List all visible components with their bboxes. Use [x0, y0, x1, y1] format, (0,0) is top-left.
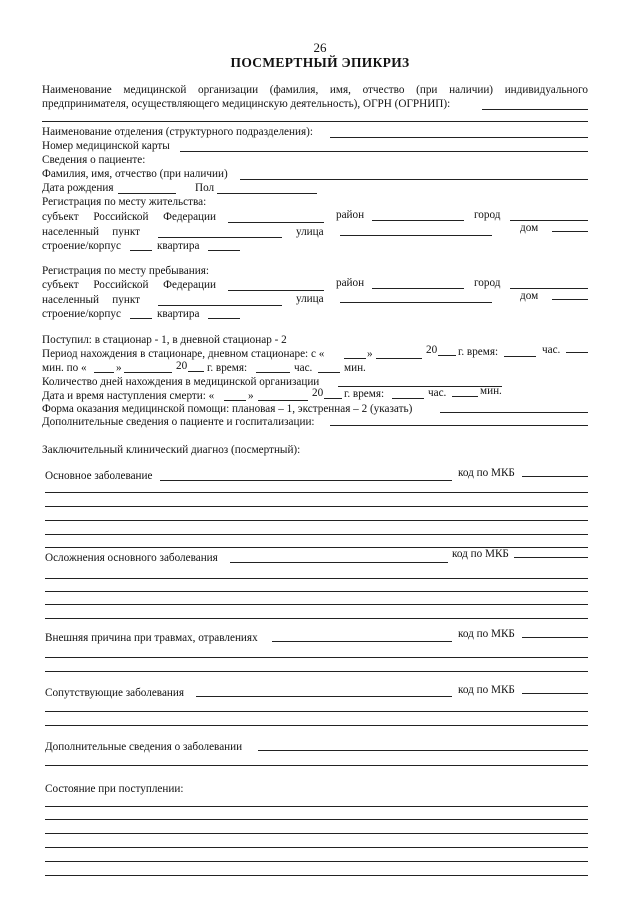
residence-district-field[interactable] [372, 220, 464, 221]
period-from-hours-field[interactable] [504, 356, 536, 357]
complications-label: Осложнения основного заболевания [45, 552, 218, 564]
complications-mkb-label: код по МКБ [452, 548, 509, 560]
sex-field[interactable] [217, 193, 317, 194]
complications-line[interactable] [45, 604, 588, 605]
residence-city-label: город [474, 209, 501, 221]
residence-building-label: строение/корпус [42, 240, 121, 252]
period-to-month-field[interactable] [124, 372, 172, 373]
period-from-label: Период нахождения в стационаре, дневном стационаре: с « [42, 348, 325, 360]
main-disease-line[interactable] [45, 520, 588, 521]
extra-hosp-field[interactable] [330, 425, 588, 426]
residence-heading: Регистрация по месту жительства: [42, 196, 207, 208]
residence-subject-label: субъект Российской Федерации [42, 211, 216, 223]
org-field[interactable] [482, 109, 588, 110]
residence-apartment-field[interactable] [208, 250, 240, 251]
care-form-field[interactable] [440, 412, 588, 413]
days-count-field[interactable] [338, 386, 502, 387]
residence-locality-label: населенный пункт [42, 226, 140, 238]
days-count-label: Количество дней нахождения в медицинской организации [42, 376, 320, 388]
complications-mkb-field[interactable] [514, 557, 588, 558]
department-field[interactable] [330, 137, 588, 138]
death-quote: » [248, 390, 254, 402]
comorbid-mkb-field[interactable] [522, 693, 588, 694]
comorbid-line[interactable] [45, 711, 588, 712]
extra-disease-field[interactable] [258, 750, 588, 751]
external-cause-mkb-field[interactable] [522, 637, 588, 638]
death-year-field[interactable] [324, 398, 342, 399]
period-to-year-field[interactable] [188, 371, 204, 372]
residence-house-label: дом [520, 222, 539, 234]
residence-street-field[interactable] [340, 235, 492, 236]
page-title: ПОСМЕРТНЫЙ ЭПИКРИЗ [230, 55, 410, 70]
comorbid-line[interactable] [45, 725, 588, 726]
full-name-label: Фамилия, имя, отчество (при наличии) [42, 168, 228, 180]
death-minutes-label: мин. [480, 385, 502, 397]
death-time-label: Дата и время наступления смерти: « [42, 390, 215, 402]
stay-apartment-label: квартира [157, 308, 200, 320]
extra-disease-line[interactable] [45, 765, 588, 766]
complications-line[interactable] [45, 618, 588, 619]
med-card-field[interactable] [180, 151, 588, 152]
residence-subject-field[interactable] [228, 222, 324, 223]
department-label: Наименование отделения (структурного подразделения): [42, 126, 313, 138]
period-to-minutes-label: мин. [344, 362, 366, 374]
death-hours-label: час. [428, 387, 447, 399]
death-month-field[interactable] [258, 400, 308, 401]
death-time-suffix: г. время: [344, 388, 385, 400]
period-to-quote: » [116, 362, 122, 374]
stay-heading: Регистрация по месту пребывания: [42, 265, 209, 277]
period-from-hours-label: час. [542, 344, 561, 356]
stay-street-field[interactable] [340, 302, 492, 303]
residence-city-field[interactable] [510, 220, 588, 221]
death-day-field[interactable] [224, 400, 246, 401]
comorbid-field[interactable] [196, 696, 452, 697]
residence-district-label: район [336, 209, 365, 221]
main-disease-line[interactable] [45, 492, 588, 493]
stay-apartment-field[interactable] [208, 318, 240, 319]
external-cause-line[interactable] [45, 671, 588, 672]
stay-subject-field[interactable] [228, 290, 324, 291]
admission-state-line[interactable] [45, 833, 588, 834]
main-disease-label: Основное заболевание [45, 470, 153, 482]
period-to-day-field[interactable] [94, 372, 114, 373]
org-label-line2: предпринимателя, осуществляющего медицинскую деятельность), ОГРН (ОГРНИП): [42, 98, 451, 110]
external-cause-line[interactable] [45, 657, 588, 658]
stay-locality-label: населенный пункт [42, 294, 140, 306]
stay-house-label: дом [520, 290, 539, 302]
period-from-year-field[interactable] [438, 355, 456, 356]
admission-state-line[interactable] [45, 847, 588, 848]
admission-state-line[interactable] [45, 875, 588, 876]
death-hours-field[interactable] [392, 398, 424, 399]
stay-locality-field[interactable] [158, 305, 282, 306]
sex-label: Пол [195, 182, 215, 194]
med-card-label: Номер медицинской карты [42, 140, 170, 152]
patient-info-label: Сведения о пациенте: [42, 154, 146, 166]
stay-house-field[interactable] [552, 299, 588, 300]
comorbid-label: Сопутствующие заболевания [45, 687, 185, 699]
period-to-time-label: г. время: [207, 362, 248, 374]
final-diagnosis-label: Заключительный клинический диагноз (посмертный): [42, 444, 301, 456]
org-field-line2[interactable] [42, 121, 588, 122]
extra-hosp-label: Дополнительные сведения о пациенте и госпитализации: [42, 416, 315, 428]
admission-state-line[interactable] [45, 806, 588, 807]
admission-state-label: Состояние при поступлении: [45, 783, 184, 795]
residence-building-field[interactable] [130, 250, 152, 251]
complications-line[interactable] [45, 578, 588, 579]
birth-date-label: Дата рождения [42, 182, 114, 194]
page-number: 26 [313, 40, 327, 55]
stay-city-label: город [474, 277, 501, 289]
full-name-field[interactable] [240, 179, 588, 180]
external-cause-mkb-label: код по МКБ [458, 628, 515, 640]
main-disease-line[interactable] [45, 506, 588, 507]
main-disease-mkb-field[interactable] [522, 476, 588, 477]
residence-street-label: улица [296, 226, 324, 238]
external-cause-label: Внешняя причина при травмах, отравлениях [45, 632, 258, 644]
admission-state-line[interactable] [45, 861, 588, 862]
care-form-label: Форма оказания медицинской помощи: плановая – 1, экстренная – 2 (указать) [42, 403, 413, 415]
period-to-hours-label: час. [294, 362, 313, 374]
period-from-year-prefix: 20 [426, 344, 438, 356]
main-disease-mkb-label: код по МКБ [458, 467, 515, 479]
stay-building-label: строение/корпус [42, 308, 121, 320]
extra-disease-label: Дополнительные сведения о заболевании [45, 741, 243, 753]
external-cause-field[interactable] [272, 641, 452, 642]
complications-line[interactable] [45, 591, 588, 592]
org-label-line1: Наименование медицинской организации (фамилия, имя, отчество (при наличии) индивидуального [42, 84, 588, 96]
period-from-month-field[interactable] [376, 358, 422, 359]
comorbid-mkb-label: код по МКБ [458, 684, 515, 696]
stay-street-label: улица [296, 293, 324, 305]
stay-city-field[interactable] [510, 288, 588, 289]
stay-building-field[interactable] [130, 318, 152, 319]
period-to-minutes-field[interactable] [318, 372, 340, 373]
residence-house-field[interactable] [552, 231, 588, 232]
death-minutes-field[interactable] [452, 396, 478, 397]
stay-district-label: район [336, 277, 365, 289]
period-to-hours-field[interactable] [256, 372, 290, 373]
admission-state-line[interactable] [45, 819, 588, 820]
period-from-quote: » [367, 348, 373, 360]
death-year-prefix: 20 [312, 387, 324, 399]
admitted-label: Поступил: в стационар - 1, в дневной стационар - 2 [42, 334, 287, 346]
main-disease-line[interactable] [45, 534, 588, 535]
period-from-day-field[interactable] [344, 358, 366, 359]
period-from-time-label: г. время: [458, 346, 499, 358]
complications-field[interactable] [230, 562, 448, 563]
period-from-minutes-field[interactable] [566, 352, 588, 353]
birth-date-field[interactable] [118, 193, 176, 194]
period-to-label: мин. по « [42, 362, 87, 374]
stay-district-field[interactable] [372, 288, 464, 289]
stay-subject-label: субъект Российской Федерации [42, 279, 216, 291]
residence-locality-field[interactable] [158, 237, 282, 238]
main-disease-field[interactable] [160, 480, 452, 481]
period-to-year-prefix: 20 [176, 360, 188, 372]
residence-apartment-label: квартира [157, 240, 200, 252]
